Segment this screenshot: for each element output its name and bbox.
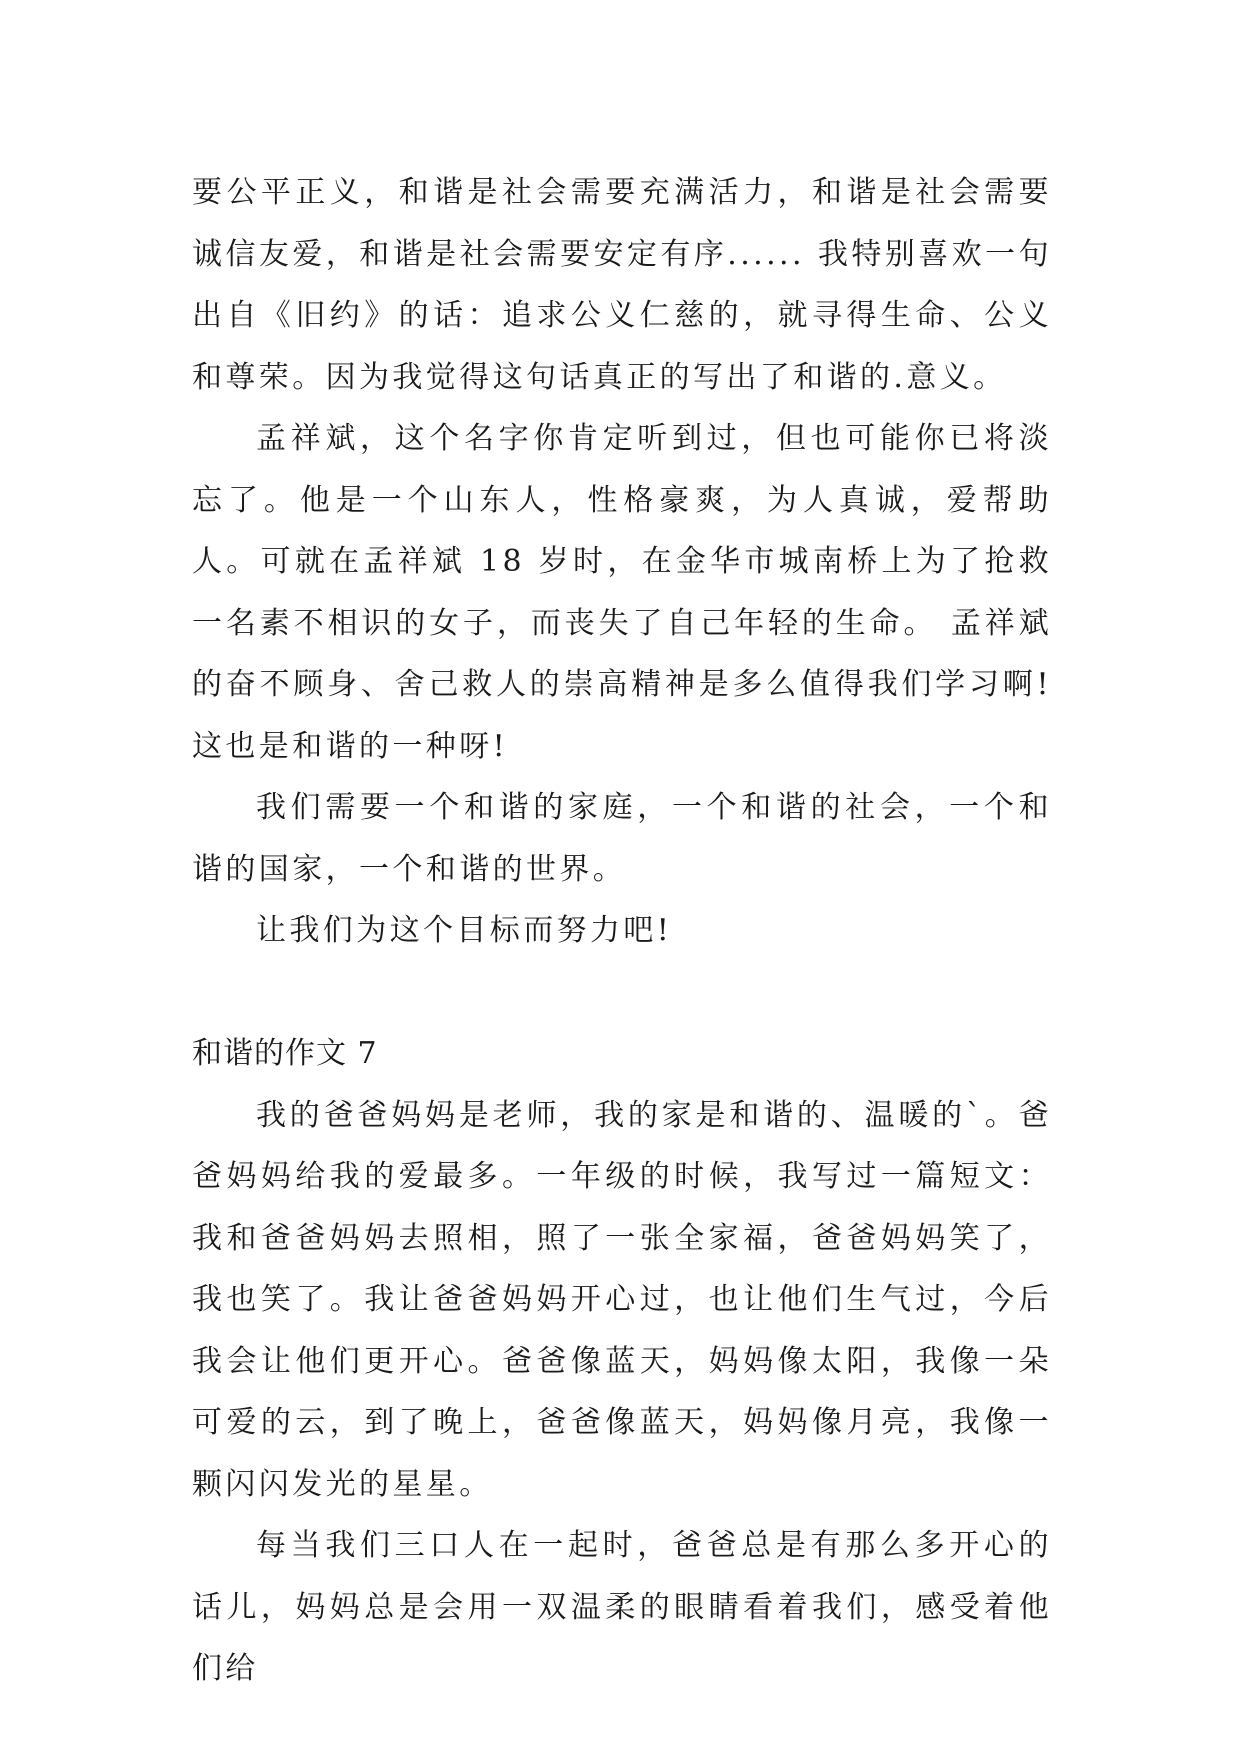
essay-heading: 和谐的作文 7 bbox=[192, 1036, 378, 1071]
paragraph-meng-xiangbin: 孟祥斌，这个名字你肯定听到过，但也可能你已将淡忘了。他是一个山东人，性格豪爽，为人真诚，爱帮助人。可就在孟祥斌 18 岁时，在金华市城南桥上为了抢救一名素不相识的女子，而丧失了自己年轻的生命。 孟祥斌的奋不顾身、舍己救人的崇高精神是多么值得我们学习啊!这也是和谐的一种呀! bbox=[192, 421, 1052, 764]
paragraph-harmony-need: 我们需要一个和谐的家庭，一个和谐的社会，一个和谐的国家，一个和谐的世界。 bbox=[192, 790, 1052, 887]
paragraph-together: 每当我们三口人在一起时，爸爸总是有那么多开心的话儿，妈妈总是会用一双温柔的眼睛看着我们，感受着他们给 bbox=[192, 1528, 1052, 1686]
paragraph-continuation: 要公平正义，和谐是社会需要充满活力，和谐是社会需要诚信友爱，和谐是社会需要安定有序...... 我特别喜欢一句出自《旧约》的话：追求公义仁慈的，就寻得生命、公义和尊荣。因为我觉得这句话真正的写出了和谐的.意义。 bbox=[192, 175, 1052, 395]
paragraph-family: 我的爸爸妈妈是老师，我的家是和谐的、温暖的`。爸爸妈妈给我的爱最多。一年级的时候，我写过一篇短文：我和爸爸妈妈去照相，照了一张全家福，爸爸妈妈笑了，我也笑了。我让爸爸妈妈开心过，也让他们生气过，今后我会让他们更开心。爸爸像蓝天，妈妈像太阳，我像一朵可爱的云，到了晚上，爸爸像蓝天，妈妈像月亮，我像一颗闪闪发光的星星。 bbox=[192, 1097, 1052, 1502]
document-body bbox=[192, 162, 1052, 1700]
paragraph-call-to-action: 让我们为这个目标而努力吧! bbox=[256, 913, 673, 948]
